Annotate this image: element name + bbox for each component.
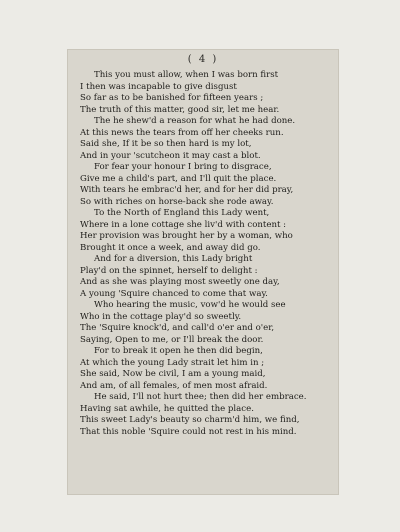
poem-line: At this news the tears from off her cheeks run. — [80, 127, 284, 138]
poem-line: I then was incapable to give disgust — [80, 81, 237, 92]
poem-line: To the North of England this Lady went, — [94, 208, 270, 218]
poem-line: For to break it open he then did begin, — [94, 346, 263, 356]
poem-text — [80, 70, 330, 438]
poem-line: At which the young Lady strait let him in ; — [80, 357, 265, 368]
poem-line: She said, Now be civil, I am a young maid, — [80, 369, 266, 379]
poem-line: Brought it once a week, and away did go. — [80, 242, 261, 253]
poem-line: Who in the cottage play'd so sweetly. — [80, 311, 242, 322]
page-sheet — [68, 50, 338, 494]
page-number: ( 4 ) — [187, 54, 219, 65]
poem-line: The 'Squire knock'd, and call'd o'er and o'er, — [80, 323, 275, 333]
poem-line: Her provision was brought her by a woman, who — [80, 231, 293, 241]
poem-line: This you must allow, when I was born first — [94, 70, 279, 80]
poem-line: And in your 'scutcheon it may cast a blot. — [80, 150, 261, 161]
poem-line: Where in a lone cottage she liv'd with content : — [80, 219, 287, 230]
poem-line: A young 'Squire chanced to come that way. — [80, 288, 268, 299]
poem-line: And for a diversion, this Lady bright — [94, 254, 253, 264]
poem-line: Give me a child's part, and I'll quit the place. — [80, 173, 277, 184]
poem-line: Saying, Open to me, or I'll break the door. — [80, 334, 264, 345]
poem-line: Said she, If it be so then hard is my lot, — [80, 139, 252, 149]
poem-line: That this noble 'Squire could not rest in his mind. — [80, 426, 297, 437]
poem-line: Who hearing the music, vow'd he would see — [94, 300, 286, 310]
poem-line: With tears he embrac'd her, and for her did pray, — [80, 185, 294, 195]
poem-line: This sweet Lady's beauty so charm'd him, we find, — [80, 415, 300, 425]
poem-line: The truth of this matter, good sir, let me hear. — [80, 104, 280, 115]
poem-line: The he shew'd a reason for what he had done. — [94, 116, 296, 126]
poem-line: So far as to be banished for fifteen years ; — [80, 93, 264, 103]
poem-line: So with riches on horse-back she rode away. — [80, 196, 274, 207]
poem-line: He said, I'll not hurt thee; then did her embrace. — [94, 392, 307, 402]
poem-line: And as she was playing most sweetly one day, — [80, 277, 280, 287]
poem-line: For fear your honour I bring to disgrace, — [94, 162, 272, 172]
poem-line: And am, of all females, of men most afraid. — [80, 380, 268, 391]
poem-line: Having sat awhile, he quitted the place. — [80, 403, 254, 414]
poem-line: Play'd on the spinnet, herself to delight : — [80, 265, 258, 276]
